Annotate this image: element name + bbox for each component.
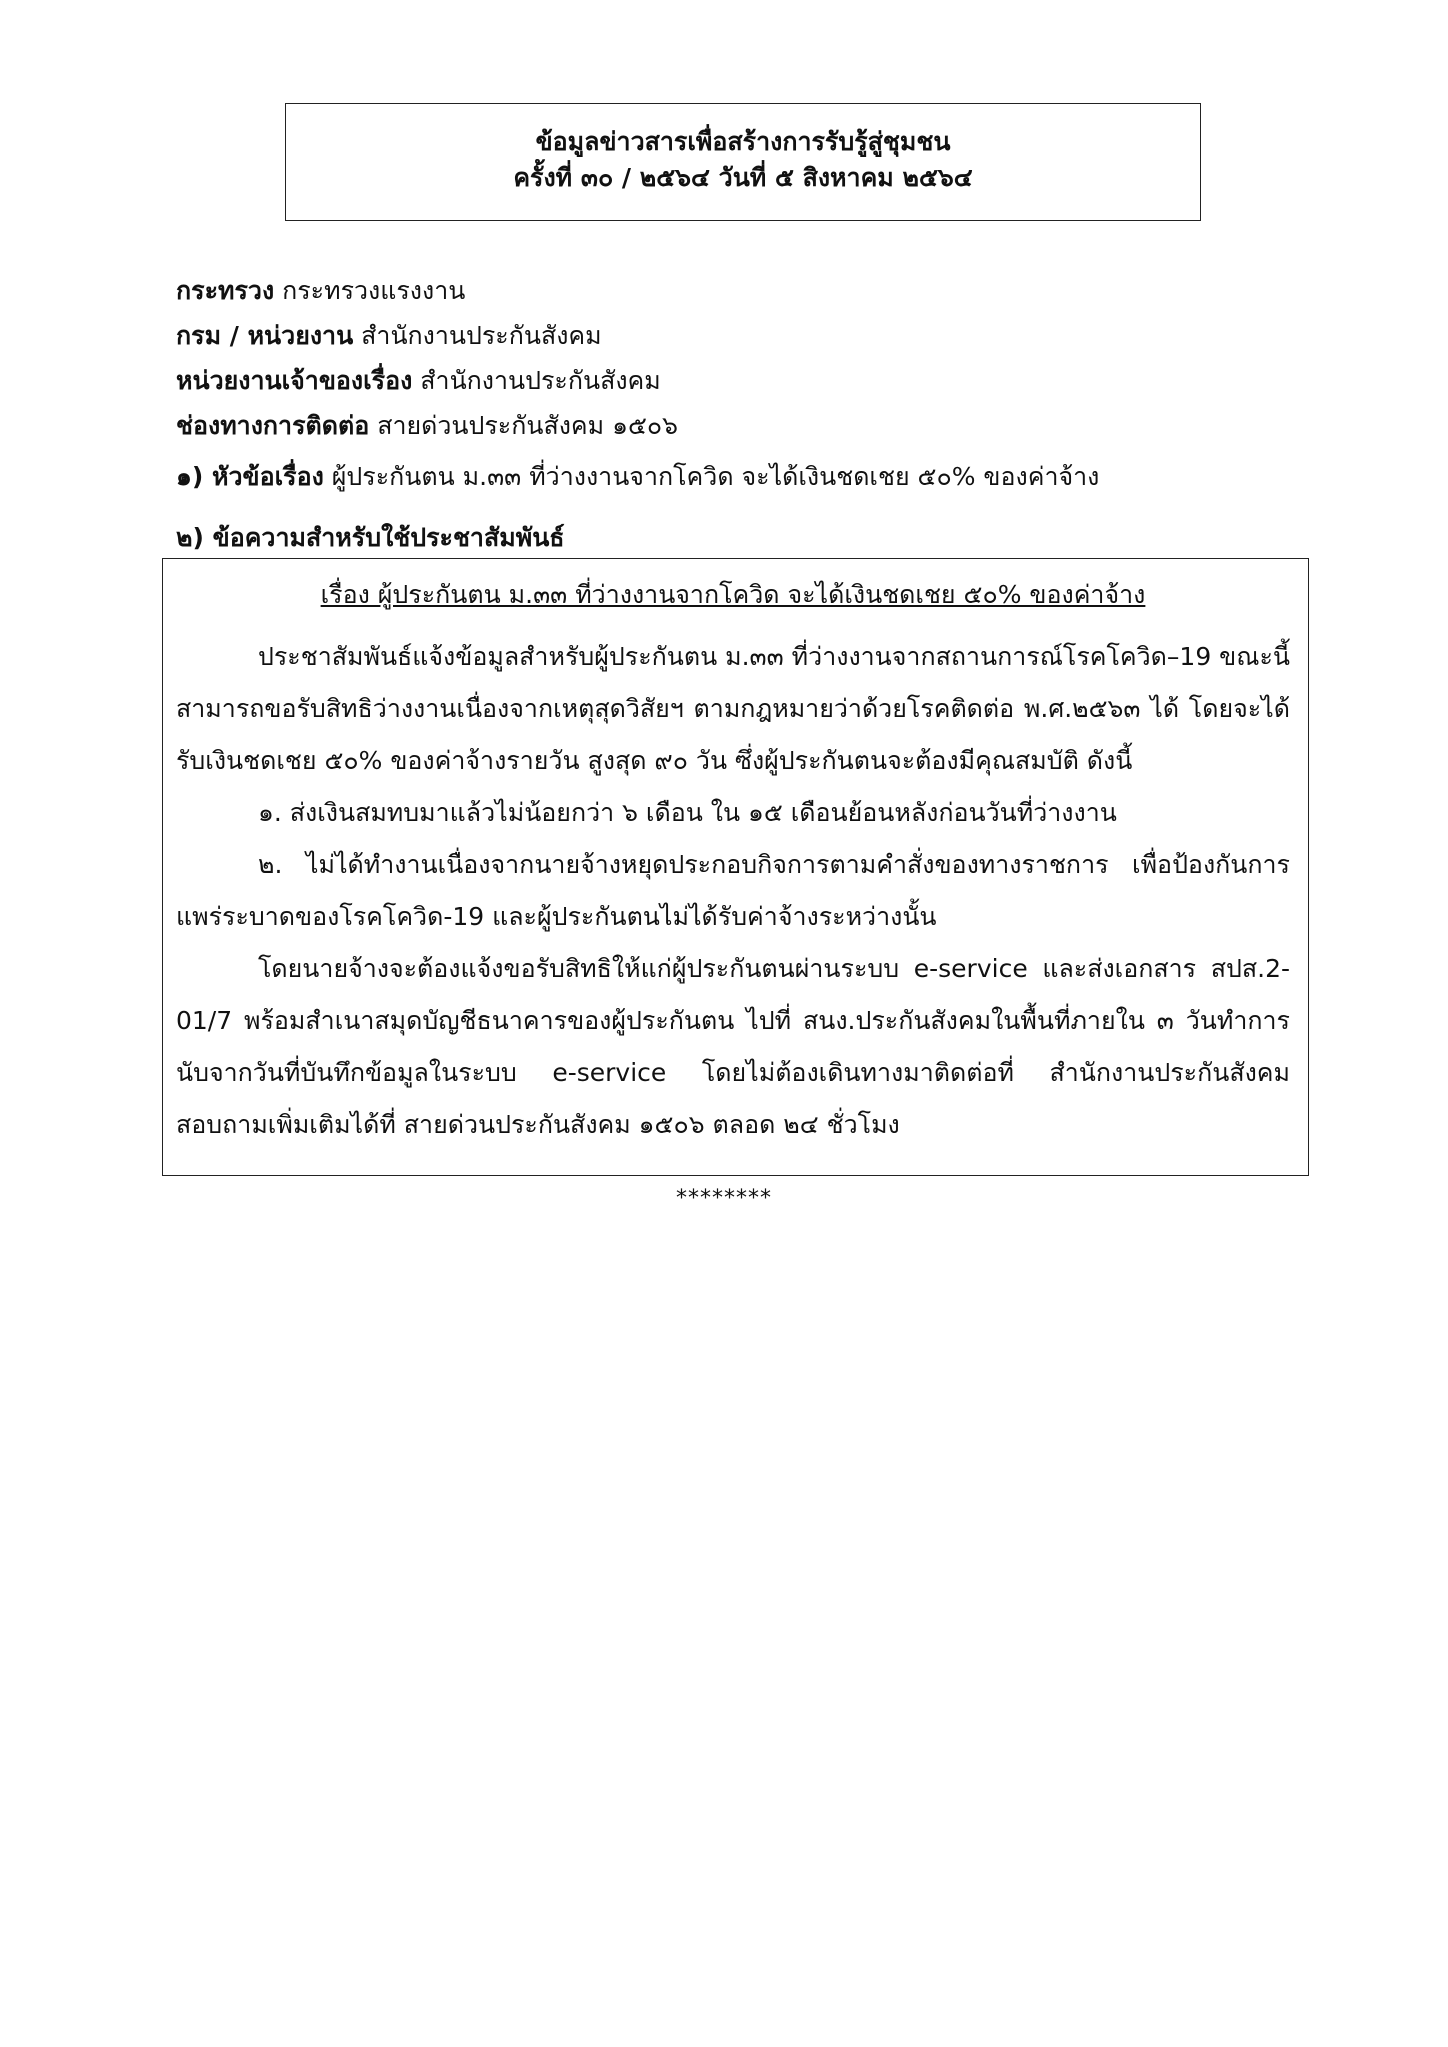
owner-row: [176, 358, 1276, 403]
issue-date-line: ครั้งที่ ๓๐ / ๒๕๖๔ วันที่ ๕ สิงหาคม ๒๕๖๔: [513, 163, 973, 192]
end-marker: ********: [676, 1186, 772, 1211]
announcement-box: [162, 558, 1309, 1176]
title-box: [285, 103, 1201, 221]
department-value: สำนักงานประกันสังคม: [361, 321, 602, 350]
ministry-value: กระทรวงแรงงาน: [282, 276, 466, 305]
contact-row: [176, 403, 1276, 448]
announcement-procedure: โดยนายจ้างจะต้องแจ้งขอรับสิทธิให้แก่ผู้ประกันตนผ่านระบบ e-service และส่งเอกสาร สปส.2-01/7 พร้อมสำเนาสมุดบัญชีธนาคารของผู้ประกันตน ไปที่ สนง.ประกันสังคมในพื้นที่ภายใน ๓ วันทำการ นับจากวันที่บันทึกข้อมูลในระบบ e-service โดยไม่ต้องเดินทางมาติดต่อที่ สำนักงานประกันสังคม สอบถามเพิ่มเติมได้ที่ สายด่วนประกันสังคม ๑๕๐๖ ตลอด ๒๔ ชั่วโมง: [176, 954, 1290, 1139]
requirement-item-2: ๒. ไม่ได้ทำงานเนื่องจากนายจ้างหยุดประกอบกิจการตามคำสั่งของทางราชการ เพื่อป้องกันการแพร่ระบาดของโรคโควิด-19 และผู้ประกันตนไม่ได้รับค่าจ้างระหว่างนั้น: [176, 850, 1290, 931]
topic-label: ๑) หัวข้อเรื่อง: [176, 462, 324, 491]
requirement-item-1: ๑. ส่งเงินสมทบมาแล้วไม่น้อยกว่า ๖ เดือน ใน ๑๕ เดือนย้อนหลังก่อนวันที่ว่างงาน: [258, 798, 1117, 827]
ministry-label: กระทรวง: [176, 276, 275, 305]
ministry-row: [176, 268, 1276, 313]
department-label: กรม / หน่วยงาน: [176, 321, 354, 350]
topic-value: ผู้ประกันตน ม.๓๓ ที่ว่างงานจากโควิด จะได้เงินชดเชย ๕๐% ของค่าจ้าง: [331, 462, 1100, 491]
topic-row: [176, 457, 1099, 497]
document-metadata: [176, 268, 1276, 448]
announcement-intro: ประชาสัมพันธ์แจ้งข้อมูลสำหรับผู้ประกันตน ม.๓๓ ที่ว่างงานจากสถานการณ์โรคโควิด–19 ขณะนี้สามารถขอรับสิทธิว่างงานเนื่องจากเหตุสุดวิสัยฯ ตามกฎหมายว่าด้วยโรคติดต่อ พ.ศ.๒๕๖๓ ได้ โดยจะได้รับเงินชดเชย ๕๐% ของค่าจ้างรายวัน สูงสุด ๙๐ วัน ซึ่งผู้ประกันตนจะต้องมีคุณสมบัติ ดังนี้: [176, 642, 1290, 775]
pr-message-heading: ๒) ข้อความสำหรับใช้ประชาสัมพันธ์: [176, 523, 565, 552]
owner-label: หน่วยงานเจ้าของเรื่อง: [176, 366, 413, 395]
owner-value: สำนักงานประกันสังคม: [420, 366, 661, 395]
contact-value: สายด่วนประกันสังคม ๑๕๐๖: [377, 411, 678, 440]
contact-label: ช่องทางการติดต่อ: [176, 411, 370, 440]
announcement-title: เรื่อง ผู้ประกันตน ม.๓๓ ที่ว่างงานจากโควิด จะได้เงินชดเชย ๕๐% ของค่าจ้าง: [320, 580, 1146, 609]
document-title: ข้อมูลข่าวสารเพื่อสร้างการรับรู้สู่ชุมชน: [535, 127, 951, 156]
department-row: [176, 313, 1276, 358]
